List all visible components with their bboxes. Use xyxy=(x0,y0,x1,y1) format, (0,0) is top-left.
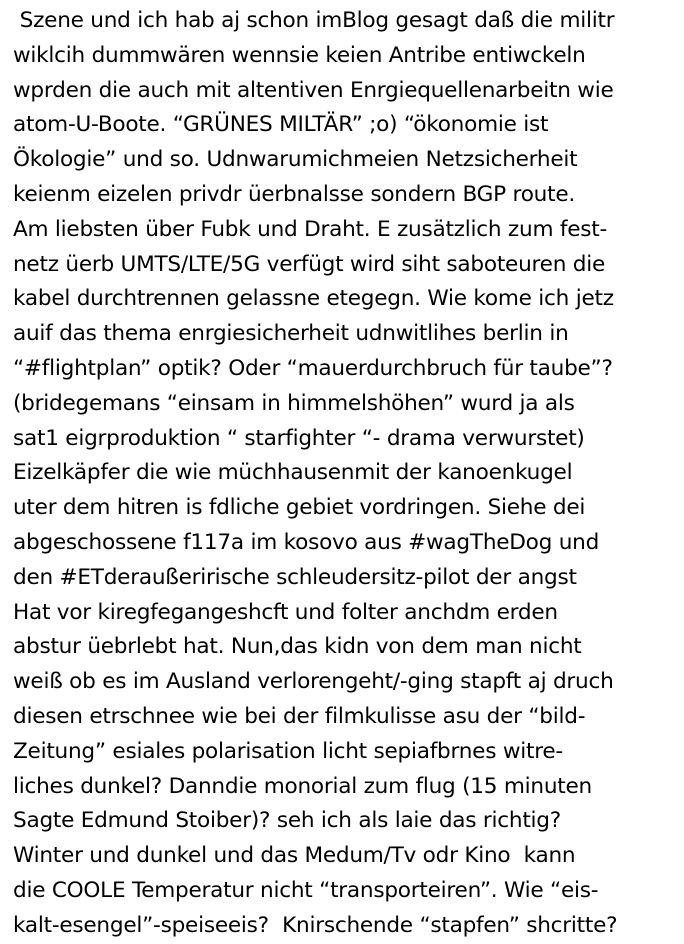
text-line: den #ETderaußerirische schleudersitz-pilot der angst xyxy=(13,564,577,590)
document-text-block xyxy=(13,4,681,944)
text-line: wprden die auch mit altentiven Enrgiequellenarbeitn wie xyxy=(13,77,614,103)
text-line: diesen etrschnee wie bei der filmkulisse asu der “bild- xyxy=(13,703,586,729)
text-line: Sagte Edmund Stoiber)? seh ich als laie das richtig? xyxy=(13,808,561,834)
text-line: “#flightplan” optik? Oder “mauerdurchbruch für taube”? xyxy=(13,355,613,381)
text-line: wiklcih dummwären wennsie keien Antribe entiwckeln xyxy=(13,42,586,68)
text-line: sat1 eigrproduktion “ starfighter “- drama verwurstet) xyxy=(13,425,585,451)
text-line: netz üerb UMTS/LTE/5G verfügt wird siht saboteuren die xyxy=(13,251,605,277)
text-line: uter dem hitren is fdliche gebiet vordringen. Siehe dei xyxy=(13,495,586,521)
text-line: kabel durchtrennen gelassne etegegn. Wie kome ich jetz xyxy=(13,286,614,312)
text-line: atom-U-Boote. “GRÜNES MILTÄR” ;o) “ökonomie ist xyxy=(13,112,549,138)
text-line: abstur üebrlebt hat. Nun,das kidn von dem man nicht xyxy=(13,634,582,660)
text-line: auif das thema enrgiesicherheit udnwitlihes berlin in xyxy=(13,321,569,347)
text-line: liches dunkel? Danndie monorial zum flug (15 minuten xyxy=(13,773,592,799)
text-line: Am liebsten über Fubk und Draht. E zusätzlich zum fest- xyxy=(13,216,607,242)
text-line: kalt-esengel”-speiseeis? Knirschende “stapfen” shcritte? xyxy=(13,912,618,938)
text-line: die COOLE Temperatur nicht “transporteiren”. Wie “eis- xyxy=(13,877,599,903)
text-line: Hat vor kiregfegangeshcft und folter anchdm erden xyxy=(13,599,558,625)
text-line: Zeitung” esiales polarisation licht sepiafbrnes witre- xyxy=(13,738,563,764)
text-line: weiß ob es im Ausland verlorengeht/-ging stapft aj druch xyxy=(13,669,614,695)
text-line: Winter und dunkel und das Medum/Tv odr Kino kann xyxy=(13,843,576,869)
text-line: Eizelkäpfer die wie müchhausenmit der kanoenkugel xyxy=(13,460,573,486)
text-line: Szene und ich hab aj schon imBlog gesagt daß die militr xyxy=(13,8,615,33)
text-line: abgeschossene f117a im kosovo aus #wagTheDog und xyxy=(13,529,600,555)
text-line: Ökologie” und so. Udnwarumichmeien Netzsicherheit xyxy=(13,147,578,173)
text-line: (bridegemans “einsam in himmelshöhen” wurd ja als xyxy=(13,390,575,416)
text-line: keienm eizelen privdr üerbnalsse sondern BGP route. xyxy=(13,181,575,207)
